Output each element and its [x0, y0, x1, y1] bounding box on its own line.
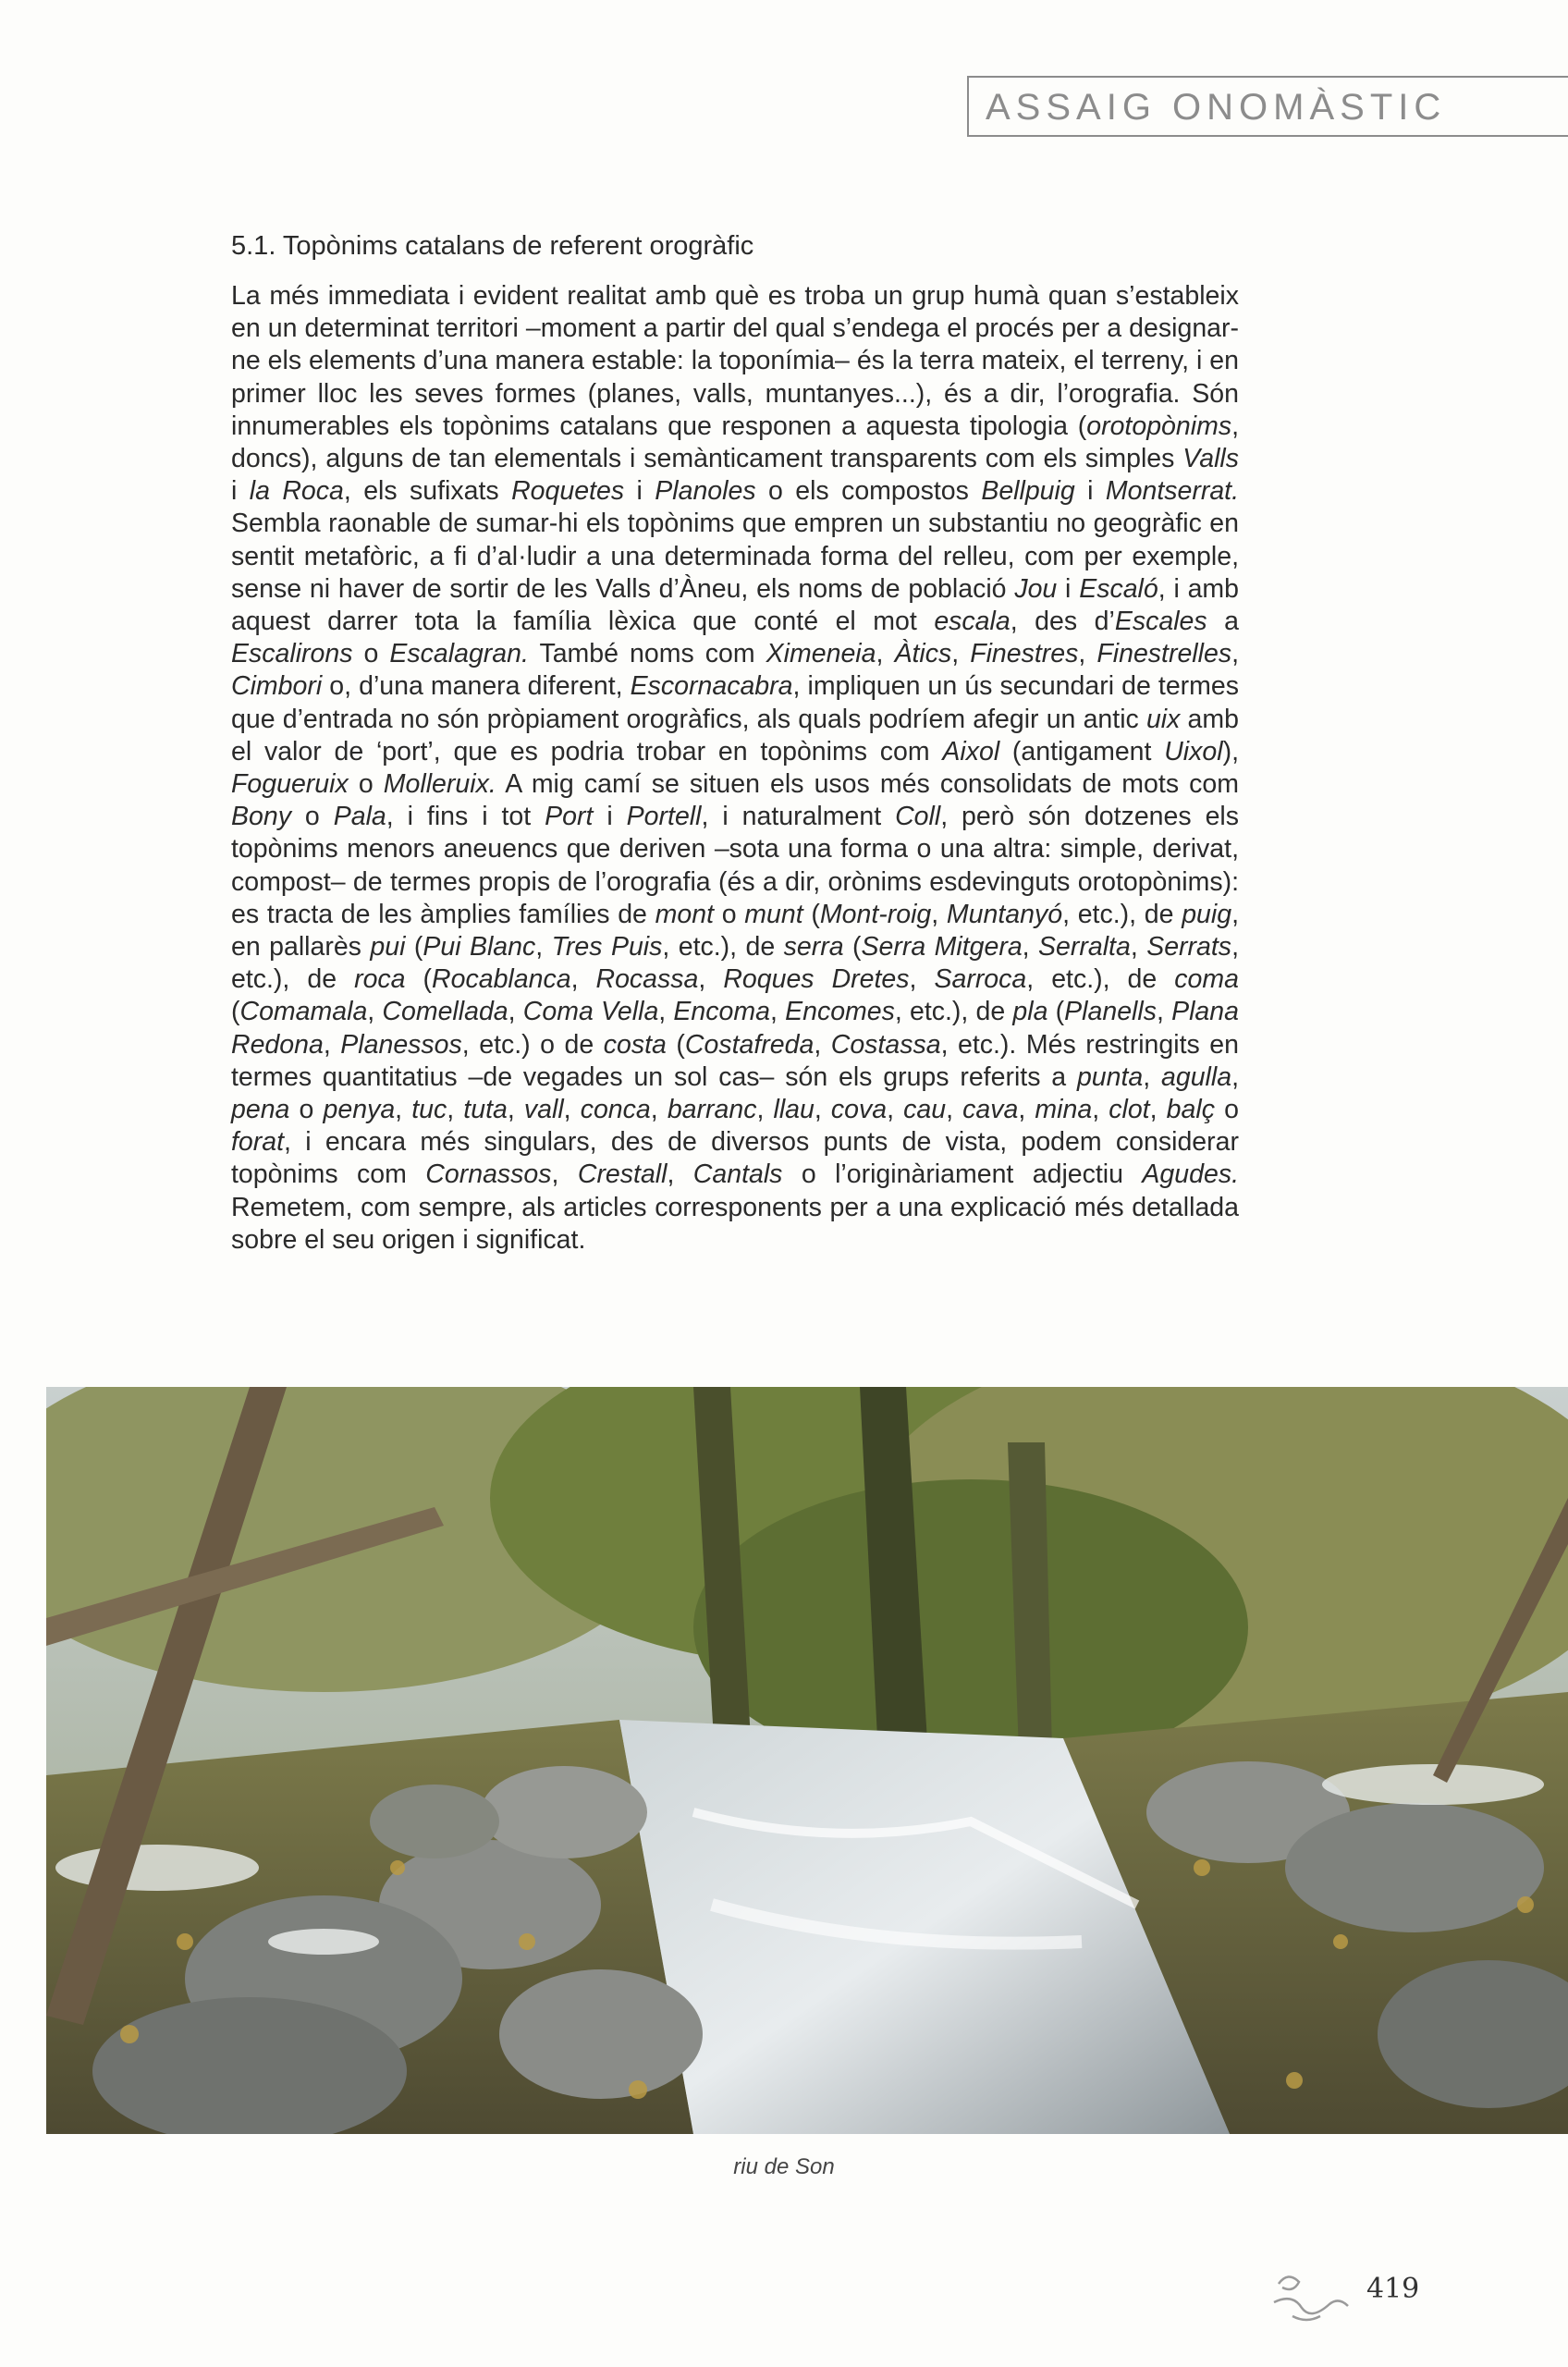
italic-toponym: conca	[580, 1095, 651, 1125]
italic-toponym: Encomes	[785, 997, 895, 1027]
italic-toponym: Molleruix.	[383, 769, 496, 800]
body-text-run: ,	[551, 1159, 578, 1190]
body-text-run: ,	[535, 932, 552, 963]
body-text-run: També noms com	[528, 639, 766, 669]
body-text-run: , i amb aquest darrer tota la família lèxica que conté el mot	[231, 573, 1240, 637]
body-text-run: ,	[563, 1095, 581, 1125]
body-text-run: ,	[876, 639, 895, 669]
italic-toponym: Muntanyó	[946, 899, 1063, 929]
body-text-run: ,	[1231, 1061, 1239, 1092]
body-text-run: amb el valor de ‘port’, que es podria trobar en topònims com	[231, 704, 1239, 767]
italic-toponym: Cantals	[692, 1159, 783, 1190]
page-number: 419	[1366, 2273, 1420, 2305]
italic-toponym: tuta	[463, 1095, 508, 1125]
italic-toponym: Uixol	[1164, 736, 1223, 767]
italic-toponym: tuc	[411, 1095, 447, 1125]
italic-toponym: penya	[323, 1095, 396, 1125]
body-text-run: A mig camí se situen els usos més consolidats de mots com	[496, 769, 1240, 800]
body-text-run: ,	[570, 964, 596, 995]
italic-toponym: Cornassos	[425, 1159, 552, 1190]
body-text-run: ,	[1092, 1095, 1109, 1125]
italic-toponym: Bony	[231, 802, 291, 832]
italic-toponym: cova	[830, 1095, 888, 1125]
italic-toponym: Finestrelles	[1096, 639, 1232, 669]
body-text-run: , etc.), de	[231, 932, 1239, 995]
italic-toponym: Comellada	[382, 997, 508, 1027]
body-text-run: (	[843, 932, 862, 963]
body-text-run: ,	[367, 997, 383, 1027]
body-text-run: ,	[909, 964, 935, 995]
italic-toponym: Planessos	[340, 1029, 462, 1060]
italic-toponym: Serra Mitgera	[861, 932, 1023, 963]
italic-toponym: punta	[1076, 1061, 1144, 1092]
body-text-run: ,	[814, 1095, 831, 1125]
body-text-run: ,	[323, 1029, 341, 1060]
body-text-run: ,	[667, 1159, 693, 1190]
italic-toponym: Coll	[895, 802, 941, 832]
body-text-run: , en pallarès	[231, 899, 1239, 963]
italic-toponym: Roquetes	[511, 476, 625, 507]
italic-toponym: Escales	[1114, 607, 1207, 637]
italic-toponym: Escalagran.	[389, 639, 529, 669]
italic-toponym: agulla	[1161, 1061, 1232, 1092]
italic-toponym: Pala	[333, 802, 386, 832]
body-text-run: , i fins i tot	[386, 802, 545, 832]
body-text-run: o	[289, 1095, 324, 1125]
body-text-run: ,	[887, 1095, 904, 1125]
italic-toponym: coma	[1174, 964, 1239, 995]
italic-toponym: Costassa	[830, 1029, 941, 1060]
italic-toponym: Montserrat.	[1105, 476, 1240, 507]
body-text-run: (antigament	[999, 736, 1165, 767]
body-text-run: ,	[814, 1029, 831, 1060]
body-text-run: La més immediata i evident realitat amb què es troba un grup humà quan s’estableix en un determinat territori –moment a partir del qual s’endega el procés per a designar-ne els elements d’una manera estable: la toponímia– és la terra mateix, el terreny, i en primer lloc les seves formes (planes, valls, muntanyes...), és a dir, l’orografia. Són innumerables els topònims catalans que responen a aquesta tipologia (	[231, 281, 1239, 441]
figure-caption: riu de Son	[733, 2154, 835, 2179]
body-text-run: ,	[698, 964, 724, 995]
italic-toponym: mont	[655, 899, 714, 929]
body-text-run: a	[1207, 607, 1239, 637]
body-text-run: i	[1057, 573, 1080, 604]
body-text-run: , però són dotzenes els topònims menors aneuencs que deriven –sota una forma o una altra: simple, derivat, compost– de termes propis de l’orografia (és a dir, orònims esdevinguts orotopònims): es tracta de les àmplies famílies de	[231, 802, 1240, 929]
italic-toponym: mina	[1035, 1095, 1093, 1125]
italic-toponym: Bellpuig	[981, 476, 1075, 507]
italic-toponym: Serrats	[1146, 932, 1232, 963]
italic-toponym: cava	[962, 1095, 1019, 1125]
italic-toponym: costa	[603, 1029, 667, 1060]
body-text-run: ,	[769, 997, 786, 1027]
italic-toponym: Agudes.	[1142, 1159, 1239, 1190]
body-text-run: ,	[1078, 639, 1097, 669]
body-text-run: , etc.), de	[894, 997, 1013, 1027]
body-text-run: i	[624, 476, 655, 507]
italic-toponym: Aixol	[942, 736, 1000, 767]
italic-toponym: pui	[370, 932, 406, 963]
body-text-run: ,	[650, 1095, 668, 1125]
body-text-run: , etc.), de	[1062, 899, 1182, 929]
italic-toponym: Valls	[1182, 444, 1239, 474]
italic-toponym: orotopònims	[1086, 411, 1232, 441]
body-text-run: , i naturalment	[701, 802, 896, 832]
italic-toponym: munt	[744, 899, 803, 929]
italic-toponym: cau	[903, 1095, 947, 1125]
italic-toponym: Escaló	[1079, 573, 1158, 604]
body-text-run: , etc.) o de	[461, 1029, 604, 1060]
body-text-run: ,	[1130, 932, 1147, 963]
body-text-run: ,	[1018, 1095, 1035, 1125]
body-text-run: o	[348, 769, 384, 800]
river-photo	[46, 1387, 1568, 2134]
body-text-run: i	[231, 476, 250, 507]
italic-toponym: escala	[934, 607, 1011, 637]
italic-toponym: Plana Redona	[231, 997, 1239, 1060]
body-text-run: ,	[508, 997, 523, 1027]
body-text-run: ,	[931, 899, 947, 929]
body-text-run: ,	[395, 1095, 412, 1125]
italic-toponym: Escornacabra	[630, 671, 793, 702]
decorative-ornament-icon	[1265, 2265, 1357, 2330]
body-text-run: ,	[1231, 639, 1239, 669]
body-text-run: ,	[1156, 997, 1172, 1027]
italic-toponym: Port	[545, 802, 594, 832]
italic-toponym: uix	[1145, 704, 1181, 734]
italic-toponym: Sarroca	[934, 964, 1027, 995]
body-text-run: i	[593, 802, 627, 832]
body-text-run: , etc.), de	[1026, 964, 1175, 995]
italic-toponym: Pui Blanc	[423, 932, 536, 963]
body-text-run: , doncs), alguns de tan elementals i semànticament transparents com els simples	[231, 411, 1239, 474]
body-text-run: o	[1214, 1095, 1239, 1125]
body-text-run: ,	[447, 1095, 464, 1125]
italic-toponym: Portell	[626, 802, 702, 832]
body-text-run: o	[352, 639, 390, 669]
body-text-run: o els compostos	[755, 476, 982, 507]
italic-toponym: clot	[1109, 1095, 1150, 1125]
italic-toponym: Roques Dretes	[723, 964, 910, 995]
body-text-run: o	[714, 899, 745, 929]
italic-toponym: Coma Vella	[522, 997, 659, 1027]
italic-toponym: Cimbori	[231, 671, 323, 702]
italic-toponym: Serralta	[1038, 932, 1131, 963]
body-text-run: (	[1047, 997, 1065, 1027]
italic-toponym: forat	[231, 1127, 285, 1158]
italic-toponym: la Roca	[249, 476, 344, 507]
italic-toponym: Finestres	[970, 639, 1079, 669]
body-text-run: , impliquen un ús secundari de termes que d’entrada no són pròpiament orogràfics, als quals podríem afegir un antic	[231, 671, 1239, 734]
italic-toponym: Jou	[1014, 573, 1058, 604]
body-text-run: ,	[951, 639, 971, 669]
body-text-run: ,	[946, 1095, 963, 1125]
body-text-run: Sembla raonable de sumar-hi els topònims que empren un substantiu no geogràfic en sentit metafòric, a fi d’al·ludir a una determinada forma del relleu, com per exemple, sense ni haver de sortir de les Valls d’Àneu, els noms de població	[231, 509, 1239, 604]
body-text-run: ,	[756, 1095, 774, 1125]
italic-toponym: Comamala	[239, 997, 368, 1027]
italic-toponym: Planoles	[655, 476, 756, 507]
body-paragraph	[231, 280, 1239, 1257]
italic-toponym: Costafreda	[684, 1029, 815, 1060]
body-text-run: ,	[1022, 932, 1039, 963]
body-text-run: , etc.). Més restringits en termes quantitatius –de vegades un sol cas– són els grups referits a	[231, 1029, 1239, 1092]
italic-toponym: Escalirons	[231, 639, 353, 669]
italic-toponym: Rocablanca	[432, 964, 571, 995]
body-text-run: , etc.), de	[662, 932, 784, 963]
italic-toponym: Planells	[1064, 997, 1157, 1027]
italic-toponym: pena	[231, 1095, 290, 1125]
body-text-run: ,	[658, 997, 674, 1027]
italic-toponym: llau	[773, 1095, 815, 1125]
italic-toponym: Crestall	[577, 1159, 668, 1190]
body-text-run: ,	[1143, 1061, 1161, 1092]
body-text-run: , els sufixats	[343, 476, 512, 507]
running-header-title: ASSAIG ONOMÀSTIC	[986, 87, 1447, 128]
italic-toponym: vall	[523, 1095, 564, 1125]
italic-toponym: Fogueruix	[231, 769, 349, 800]
body-text-run: ),	[1222, 736, 1239, 767]
italic-toponym: roca	[354, 964, 406, 995]
body-text-run: , i encara més singulars, des de diversos punts de vista, podem considerar topònims com	[231, 1127, 1239, 1190]
body-text-run: (	[405, 964, 433, 995]
body-text-run: ,	[1149, 1095, 1167, 1125]
italic-toponym: serra	[783, 932, 844, 963]
italic-toponym: Àtics	[894, 639, 952, 669]
body-text-run: (	[802, 899, 820, 929]
italic-toponym: pla	[1012, 997, 1048, 1027]
body-text-run: i	[1074, 476, 1106, 507]
italic-toponym: puig	[1182, 899, 1232, 929]
body-text-run: , des d’	[1010, 607, 1115, 637]
running-header	[967, 76, 1568, 137]
body-text-run: o, d’una manera diferent,	[322, 671, 631, 702]
italic-toponym: balç	[1166, 1095, 1215, 1125]
body-text-run: (	[231, 997, 240, 1027]
body-text-run: o l’originàriament adjectiu	[782, 1159, 1143, 1190]
italic-toponym: Mont-roig	[819, 899, 932, 929]
italic-toponym: Rocassa	[595, 964, 699, 995]
italic-toponym: Ximeneia	[766, 639, 876, 669]
body-text-run: ,	[507, 1095, 524, 1125]
section-title: 5.1. Topònims catalans de referent orogràfic	[231, 231, 754, 261]
italic-toponym: Tres Puis	[551, 932, 663, 963]
italic-toponym: barranc	[667, 1095, 757, 1125]
body-text-run: (	[405, 932, 423, 963]
body-text-run: Remetem, com sempre, als articles corresponents per a una explicació més detallada sobre el seu origen i significat.	[231, 1192, 1239, 1255]
italic-toponym: Encoma	[673, 997, 770, 1027]
body-text-run: o	[290, 802, 334, 832]
body-text-run: (	[666, 1029, 685, 1060]
